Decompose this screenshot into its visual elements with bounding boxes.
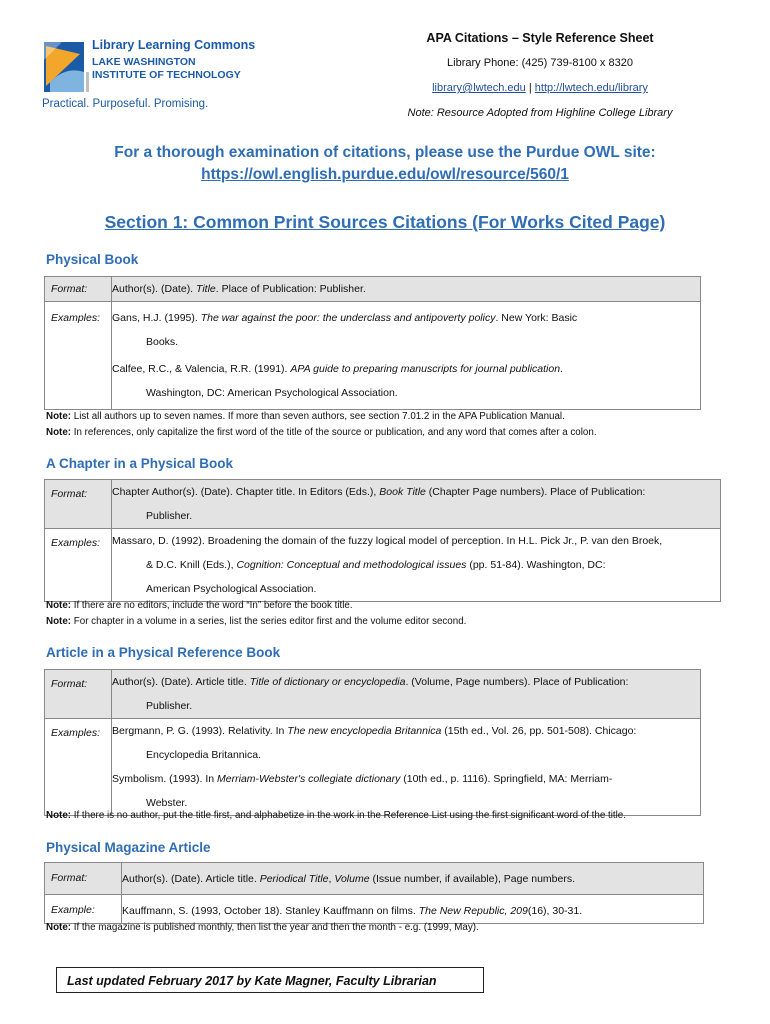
heading-chapter: A Chapter in a Physical Book [46,456,234,471]
email-link[interactable]: library@lwtech.edu [432,82,526,94]
format-row [45,863,704,895]
purdue-link[interactable]: https://owl.english.purdue.edu/owl/resource/560/1 [201,166,569,183]
heading-magazine-article: Physical Magazine Article [46,840,211,855]
format-text: Chapter Author(s). (Date). Chapter title. In Editors (Eds.), Book Title (Chapter Page numbers). Place of Publication: [112,486,646,498]
last-updated-box: Last updated February 2017 by Kate Magner, Faculty Librarian [56,967,484,993]
purdue-intro: For a thorough examination of citations, please use the Purdue OWL site: [114,144,656,161]
heading-reference-article: Article in a Physical Reference Book [46,645,281,660]
example-citation-cont: Webster. [146,797,188,809]
example-citation: Gans, H.J. (1995). The war against the poor: the underclass and antipoverty policy. New York: Basic [112,312,578,324]
format-text-cont: Publisher. [146,700,193,712]
format-label: Format: [45,277,112,302]
examples-label: Examples: [45,302,112,410]
example-citation-cont: Encyclopedia Britannica. [146,749,261,761]
heading-physical-book: Physical Book [46,252,139,267]
logo-line3: INSTITUTE OF TECHNOLOGY [92,69,241,81]
logo-tagline: Practical. Purposeful. Promising. [42,98,209,110]
examples-row [45,719,701,816]
example-citation: Kauffmann, S. (1993, October 18). Stanley Kauffmann on films. The New Republic, 209(16), 30-31. [122,905,583,917]
example-citation: Bergmann, P. G. (1993). Relativity. In The new encyclopedia Britannica (15th ed., Vol. 26, pp. 501-508). Chicago: [112,725,637,737]
header-links [380,82,700,94]
reference-article-table [44,669,701,816]
link-separator: | [528,82,532,94]
examples-label: Examples: [45,529,112,602]
note: Note: List all authors up to seven names. If more than seven authors, see section 7.01.2 in the APA Publication Manual. [46,411,565,422]
magazine-table [44,862,704,924]
example-citation: Massaro, D. (1992). Broadening the domain of the fuzzy logical model of perception. In H.L. Pick Jr., P. van den Broek, [112,535,663,547]
format-label: Format: [45,863,122,895]
section-title: Section 1: Common Print Sources Citations (For Works Cited Page) [104,212,666,232]
library-logo [40,36,256,114]
format-row [45,277,701,302]
purdue-url [0,166,770,184]
format-label: Format: [45,480,112,529]
note: Note: If there is no author, put the title first, and alphabetize in the work in the Reference List using the first significant word of the title. [46,810,626,821]
examples-label: Examples: [45,719,112,816]
example-label: Example: [45,895,122,924]
physical-book-table [44,276,701,410]
example-row [45,895,704,924]
note: Note: If the magazine is published monthly, then list the year and then the month - e.g. (1999, May). [46,922,479,933]
example-citation-cont: Books. [146,336,179,348]
note: Note: If there are no editors, include the word “In” before the book title. [46,600,353,611]
format-text-cont: Publisher. [146,510,193,522]
examples-row [45,302,701,410]
format-row [45,480,721,529]
example-citation-cont: Washington, DC: American Psychological Association. [146,387,398,399]
example-citation: Symbolism. (1993). In Merriam-Webster's collegiate dictionary (10th ed., p. 1116). Springfield, MA: Merriam- [112,773,613,785]
format-text: Author(s). (Date). Article title. Title of dictionary or encyclopedia. (Volume, Page numbers). Place of Publication: [112,676,629,688]
logo-line1: Library Learning Commons [92,38,256,52]
example-citation-cont: American Psychological Association. [146,583,317,595]
format-row [45,670,701,719]
format-text: Author(s). (Date). Article title. Periodical Title, Volume (Issue number, if available), Page numbers. [122,873,575,885]
example-citation-cont: & D.C. Knill (Eds.), Cognition: Conceptual and methodological issues (pp. 51-84). Washington, DC: [146,559,606,571]
format-label: Format: [45,670,112,719]
document-title: APA Citations – Style Reference Sheet [426,31,654,45]
library-phone: Library Phone: (425) 739-8100 x 8320 [447,57,633,69]
note: Note: In references, only capitalize the first word of the title of the source or publication, and any word that comes after a colon. [46,427,597,438]
note: Note: For chapter in a volume in a series, list the series editor first and the volume editor second. [46,616,467,627]
example-citation: Calfee, R.C., & Valencia, R.R. (1991). APA guide to preparing manuscripts for journal publication. [112,363,563,375]
source-note: Note: Resource Adopted from Highline College Library [407,107,673,119]
website-link[interactable]: http://lwtech.edu/library [534,82,648,94]
examples-row [45,529,721,602]
format-text: Author(s). (Date). Title. Place of Publication: Publisher. [112,283,366,295]
logo-line2: LAKE WASHINGTON [92,56,196,68]
chapter-table [44,479,721,602]
